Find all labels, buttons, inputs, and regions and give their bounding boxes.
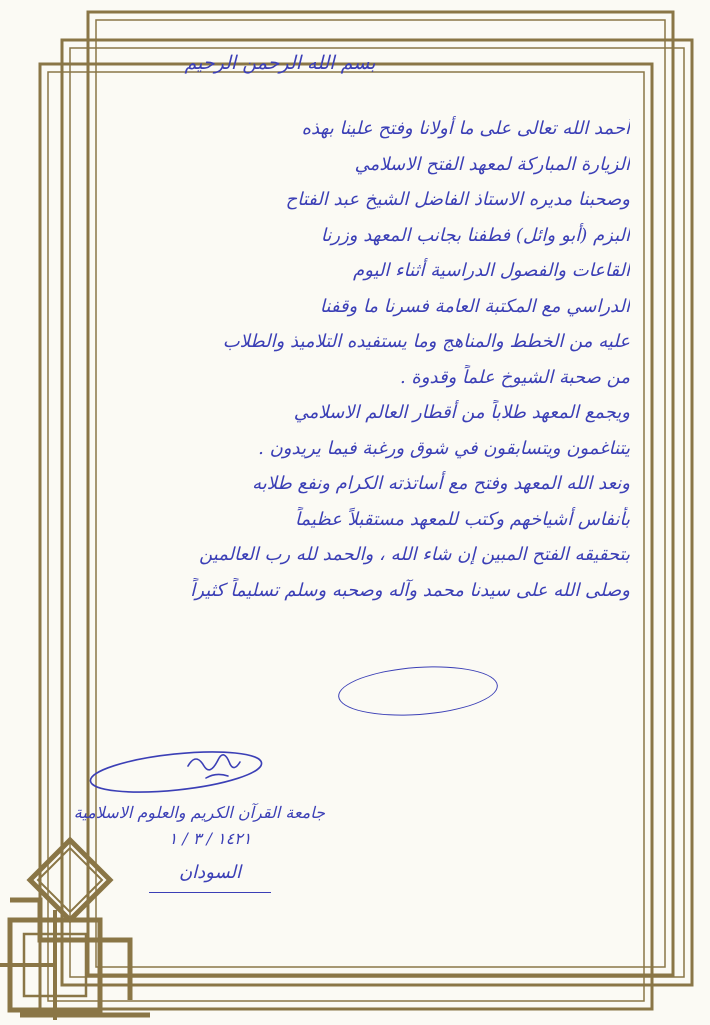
handwritten-signature bbox=[88, 738, 278, 798]
letter-line: الدراسي مع المكتبة العامة فسرنا ما وقفنا bbox=[319, 295, 630, 317]
basmala-heading: بسم الله الرحمن الرحيم bbox=[184, 52, 376, 74]
letter-line: بتحقيقه الفتح المبين إن شاء الله ، والحمد لله رب العالمين bbox=[199, 544, 630, 565]
institution-name: جامعة القرآن الكريم والعلوم الاسلامية bbox=[73, 803, 325, 822]
letter-date: ١٤٢١ / ٣ / ١ bbox=[168, 829, 252, 848]
letter-line: وصحبنا مديره الاستاذ الفاضل الشيخ عبد الفتاح bbox=[285, 189, 630, 210]
letter-line: ونعد الله المعهد وفتح مع أساتذته الكرام ونفع طلابه bbox=[252, 473, 630, 494]
letter-line: أحمد الله تعالى على ما أولانا وفتح علينا بهذه bbox=[301, 118, 630, 139]
letter-line: من صحبة الشيوخ علماً وقدوة . bbox=[399, 366, 630, 388]
letter-line: البزم (أبو وائل) فطفنا بجانب المعهد وزرنا bbox=[320, 224, 630, 246]
country-name: السودان bbox=[149, 860, 271, 893]
letter-line: القاعات والفصول الدراسية أثناء اليوم bbox=[353, 260, 630, 281]
letter-line: ويجمع المعهد طلاباً من أقطار العالم الاسلامي bbox=[293, 402, 630, 423]
letter-line: عليه من الخطط والمناهج وما يستفيده التلاميذ والطلاب bbox=[222, 331, 630, 352]
letter-line: بأنفاس أشياخهم وكتب للمعهد مستقبلاً عظيماً bbox=[295, 508, 630, 530]
letter-line: يتناغمون ويتسابقون في شوق ورغبة فيما يريدون . bbox=[258, 437, 630, 459]
signature-block bbox=[73, 800, 325, 893]
handwritten-letter bbox=[70, 52, 630, 613]
letter-line: وصلى الله على سيدنا محمد وآله وصحبه وسلم تسليماً كثيراً bbox=[190, 579, 630, 601]
letter-line: الزيارة المباركة لمعهد الفتح الاسلامي bbox=[354, 153, 630, 175]
